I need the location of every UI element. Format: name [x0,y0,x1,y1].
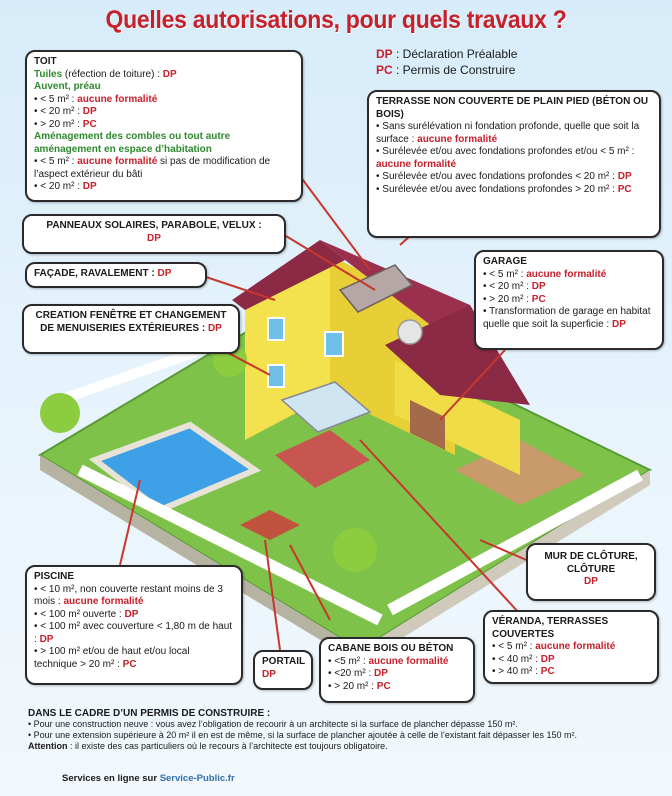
fenetre-value: DP [207,322,222,334]
list-item [34,609,234,622]
item-value: aucune formalité [77,93,158,105]
cabane-box [319,637,475,703]
item-condition: • < 40 m² : [492,653,541,665]
list-item [492,641,650,654]
garage-list [483,269,655,307]
auvent-list [34,94,294,132]
facade-value: DP [157,268,172,279]
combles-item-2 [34,181,294,194]
mur-box [526,543,656,601]
legend [376,46,517,78]
item-condition: • <5 m² : [328,655,369,667]
legend-dp-key: DP [376,47,393,61]
item-condition: • > 20 m² : [328,680,377,692]
permit-footnote [28,708,658,752]
panneaux-value: DP [147,232,161,244]
list-item [492,654,650,667]
legend-pc-key: PC [376,63,393,77]
tuiles-value: DP [162,68,177,80]
attention-label: Attention [28,741,68,751]
item-value: aucune formalité [77,156,158,167]
item-condition: • > 20 m² : [34,118,83,130]
list-item [34,621,234,646]
service-public-link[interactable]: Service-Public.fr [159,773,235,784]
item-condition: • > 100 m² et/ou de haut et/ou local technique > 20 m² : [34,646,190,670]
list-item [34,106,294,119]
list-item [34,119,294,132]
legend-dp-text: : Déclaration Préalable [392,47,518,61]
item-value: PC [82,118,97,130]
portail-box [253,650,313,690]
window [268,365,284,387]
footnote-attention [28,741,658,752]
piscine-heading: PISCINE [34,571,75,582]
list-item [483,281,655,294]
item-value: DP [617,171,632,182]
terrasse-heading: TERRASSE NON COUVERTE DE PLAIN PIED (BÉTON OU BOIS) [376,96,649,120]
tuiles-rest: (réfection de toiture) : [62,68,163,80]
item-condition: • > 20 m² : [483,293,532,305]
footnote-heading: DANS LE CADRE D’UN PERMIS DE CONSTRUIRE : [28,708,271,719]
toit-heading: TOIT [34,56,57,67]
item-condition: • <20 m² : [328,668,375,679]
item-value: aucune formalité [526,268,607,280]
portail-heading: PORTAIL [262,656,306,667]
tree [40,393,80,433]
list-item [328,668,466,681]
item-value: PC [617,183,632,195]
item-condition: • Surélevée et/ou avec fondations profondes > 20 m² : [376,183,618,195]
item-condition: • Surélevée et/ou avec fondations profondes < 20 m² : [376,171,618,182]
tree [333,528,377,572]
item-value: DP [39,633,54,645]
list-item [376,184,652,197]
list-item [328,656,466,669]
item-condition: • < 20 m² : [34,181,83,192]
item-value: DP [82,181,97,192]
cabane-heading: CABANE BOIS OU BÉTON [328,643,454,654]
footnote-line-2: • Pour une extension supérieure à 20 m² il en est de même, si la surface de plancher ajoutée à celle de l’existant fait dépasser les 150 m². [28,730,577,740]
item-condition: • < 10 m², non couverte restant moins de 3 mois : [34,583,223,607]
list-item [376,171,652,184]
list-item [492,666,650,679]
garage-box [474,250,664,350]
item-condition: • < 5 m² : [34,156,78,167]
legend-dp [376,46,517,62]
item-condition: • Transformation de garage en habitat quelle que soit la superficie : [483,306,651,330]
item-value: DP [531,281,546,292]
combles-heading: Aménagement des combles ou tout autre aménagement en espace d’habitation [34,131,231,155]
garage-transfo [483,306,655,331]
toit-tuiles [34,69,294,82]
page-title: Quelles autorisations, pour quels travaux ? [105,6,567,34]
item-condition: • < 5 m² : [34,93,78,105]
satellite-dish [398,320,422,344]
item-condition: • < 20 m² : [483,281,532,292]
facade-box [25,262,207,288]
item-condition: • Surélevée et/ou avec fondations profondes et/ou < 5 m² : [376,146,635,157]
terrasse-box [367,90,661,238]
facade-heading: FAÇADE, RAVALEMENT : [34,268,158,279]
item-value: DP [540,653,555,665]
item-note: si pas de modification de l’aspect extérieur du bâti [34,156,271,180]
list-item [483,269,655,282]
legend-pc-text: : Permis de Construire [392,63,516,77]
garage-heading: GARAGE [483,256,527,267]
item-condition: • < 5 m² : [492,641,536,652]
list-item [376,121,652,146]
item-value: aucune formalité [376,158,457,170]
services-prefix: Services en ligne sur [62,773,160,784]
legend-pc [376,62,517,78]
toit-box [25,50,303,202]
list-item [376,146,652,171]
list-item [328,681,466,694]
mur-value: DP [584,576,598,587]
cabane-list [328,656,466,694]
fenetre-box [22,304,240,354]
window [325,332,343,356]
combles-item-1 [34,156,294,181]
item-value: PC [531,293,546,305]
veranda-box [483,610,659,684]
auvent-heading: Auvent, préau [34,81,101,92]
list-item [34,94,294,107]
item-value: PC [540,666,555,677]
item-value: PC [122,658,137,670]
piscine-box [25,565,243,685]
portail-value: DP [262,668,276,680]
item-value: DP [124,608,139,620]
panneaux-box [22,214,286,254]
attention-text: : il existe des cas particuliers où le recours à l’architecte est toujours obligatoire. [67,741,388,751]
item-condition: • > 40 m² : [492,666,541,677]
item-value: aucune formalité [535,641,616,652]
window [268,318,284,340]
veranda-list [492,641,650,679]
item-condition: • < 5 m² : [483,268,527,280]
list-item [34,646,234,671]
item-condition: • < 100 m² avec couverture < 1,80 m de haut : [34,621,233,645]
tuiles-label: Tuiles [34,68,63,80]
footnote-line-1: • Pour une construction neuve : vous avez l’obligation de recourir à un architecte si la surface de plancher dépasse 150 m². [28,719,518,729]
panneaux-heading: PANNEAUX SOLAIRES, PARABOLE, VELUX : [46,220,262,231]
item-condition: • < 100 m² ouverte : [34,608,125,620]
mur-heading: MUR DE CLÔTURE, CLÔTURE [544,551,638,575]
list-item [34,584,234,609]
item-value: aucune formalité [417,133,498,145]
item-value: DP [374,668,388,679]
veranda-heading: VÉRANDA, TERRASSES COUVERTES [492,616,609,640]
item-value: DP [611,318,626,330]
list-item [483,294,655,307]
item-value: PC [376,680,391,692]
item-condition: • Sans surélévation ni fondation profonde, quelle que soit la surface : [376,121,640,145]
item-value: DP [82,106,97,117]
services-line [62,773,235,784]
item-value: aucune formalité [368,655,449,667]
item-value: aucune formalité [63,596,144,607]
fenetre-heading: CREATION FENÊTRE ET CHANGEMENT DE MENUISERIES EXTÉRIEURES : [35,310,227,334]
item-condition: • < 20 m² : [34,106,83,117]
